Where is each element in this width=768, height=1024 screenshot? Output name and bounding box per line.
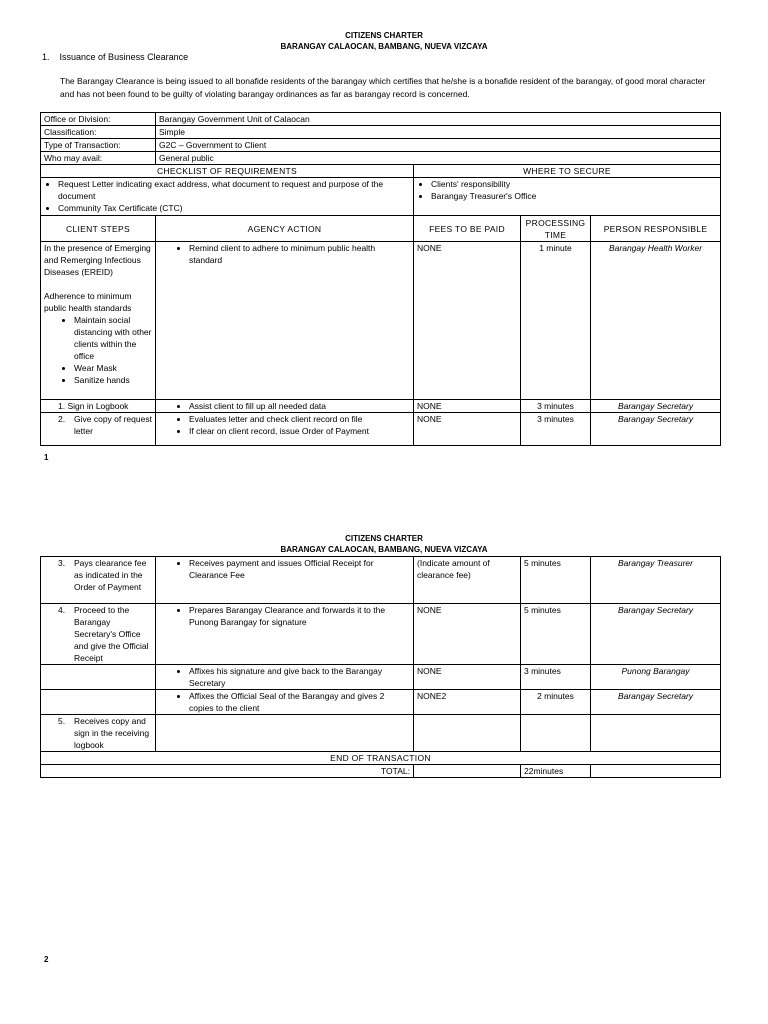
section-heading [42, 52, 188, 62]
page1-title: CITIZENS CHARTER [345, 31, 423, 40]
total-time: 22minutes [521, 765, 591, 778]
total-row [41, 765, 721, 778]
office-value: Barangay Government Unit of Calaocan [156, 113, 721, 126]
person-cell: Barangay Secretary [591, 413, 721, 446]
list-item: • Affixes his signature and give back to the Barangay Secretary [189, 665, 410, 689]
total-fee [414, 765, 521, 778]
client-step-cell [41, 557, 156, 604]
fee-cell: NONE [414, 400, 521, 413]
list-item: • Prepares Barangay Clearance and forwards it to the Punong Barangay for signature [189, 604, 410, 628]
step-number: 4. [58, 605, 66, 615]
table-row [41, 665, 721, 690]
person-cell: Barangay Secretary [591, 604, 721, 665]
health-standards-text: Adherence to minimum public health standards [44, 291, 132, 313]
total-label: TOTAL: [41, 765, 414, 778]
client-step-cell [41, 604, 156, 665]
fee-cell: (Indicate amount of clearance fee) [414, 557, 521, 604]
checklist-header: CHECKLIST OF REQUIREMENTS [41, 165, 414, 178]
end-of-transaction: END OF TRANSACTION [41, 752, 721, 765]
who-label: Who may avail: [41, 152, 156, 165]
list-item: • Sanitize hands [74, 374, 152, 386]
client-step-cell [41, 665, 156, 690]
person-cell: Barangay Secretary [591, 400, 721, 413]
intro-paragraph: The Barangay Clearance is being issued to all bonafide residents of the barangay which certifies that he/she is a bonafide resident of the barangay, of good moral character and has not been found to be guilty of violating barangay ordinances as far as barangay record is concerned. [60, 76, 706, 99]
page-number: 2 [44, 955, 49, 964]
who-value: General public [156, 152, 721, 165]
table-row [41, 242, 721, 400]
step-number: 5. [58, 716, 66, 726]
where-item: • Clients' responsibility [431, 178, 717, 190]
col-processing-time: PROCESSING TIME [521, 216, 591, 242]
step-text: Sign in Logbook [67, 401, 129, 411]
person-cell: Punong Barangay [591, 665, 721, 690]
total-person [591, 765, 721, 778]
agency-action-cell [156, 715, 414, 752]
step-number: 2. [58, 414, 66, 424]
agency-action-cell [156, 400, 414, 413]
list-item: • Affixes the Official Seal of the Barangay and gives 2 copies to the client [189, 690, 410, 714]
time-cell: 2 minutes [521, 690, 591, 715]
fee-cell: NONE [414, 604, 521, 665]
person-cell: Barangay Secretary [591, 690, 721, 715]
info-row-type [41, 139, 721, 152]
time-cell: 5 minutes [521, 557, 591, 604]
info-row-office [41, 113, 721, 126]
list-item: • Wear Mask [74, 362, 152, 374]
charter-table-page2 [40, 556, 721, 778]
step-text: Pays clearance fee as indicated in the Order of Payment [74, 558, 147, 592]
requirement-item: • Community Tax Certificate (CTC) [58, 202, 410, 214]
list-item: • Remind client to adhere to minimum public health standard [189, 242, 410, 266]
list-item: • Receives payment and issues Official Receipt for Clearance Fee [189, 557, 410, 581]
requirement-item: • Request Letter indicating exact address, what document to request and purpose of the document [58, 178, 410, 202]
ereid-text: In the presence of Emerging and Remerging Infectious Diseases (EREID) [44, 243, 151, 277]
page1-subtitle: BARANGAY CALAOCAN, BAMBANG, NUEVA VIZCAYA [280, 42, 488, 51]
classification-value: Simple [156, 126, 721, 139]
time-cell: 5 minutes [521, 604, 591, 665]
time-cell: 1 minute [521, 242, 591, 400]
fee-cell: NONE [414, 413, 521, 446]
table-row [41, 557, 721, 604]
where-list [414, 178, 721, 216]
agency-action-cell [156, 413, 414, 446]
table-row [41, 715, 721, 752]
person-cell: Barangay Health Worker [591, 242, 721, 400]
table-row [41, 400, 721, 413]
agency-action-cell [156, 557, 414, 604]
col-fees: FEES TO BE PAID [414, 216, 521, 242]
page2-title: CITIZENS CHARTER [345, 534, 423, 543]
time-cell: 3 minutes [521, 400, 591, 413]
col-agency-action: AGENCY ACTION [156, 216, 414, 242]
client-step-cell [41, 413, 156, 446]
step-number: 1. [58, 401, 66, 411]
page-number: 1 [44, 453, 49, 462]
office-label: Office or Division: [41, 113, 156, 126]
step-number: 3. [58, 558, 66, 568]
where-header: WHERE TO SECURE [414, 165, 721, 178]
fee-cell: NONE [414, 665, 521, 690]
classification-label: Classification: [41, 126, 156, 139]
agency-action-cell [156, 604, 414, 665]
column-header-row [41, 216, 721, 242]
list-item: • Assist client to fill up all needed data [189, 400, 410, 412]
charter-table-page1 [40, 112, 721, 446]
agency-action-cell [156, 665, 414, 690]
time-cell: 3 minutes [521, 413, 591, 446]
step-text: Proceed to the Barangay Secretary's Office and give the Official Receipt [74, 605, 149, 663]
where-item: • Barangay Treasurer's Office [431, 190, 717, 202]
page2-subtitle: BARANGAY CALAOCAN, BAMBANG, NUEVA VIZCAYA [280, 545, 488, 554]
fee-cell: NONE2 [414, 690, 521, 715]
step-text: Receives copy and sign in the receiving logbook [74, 716, 150, 750]
info-row-who [41, 152, 721, 165]
end-row [41, 752, 721, 765]
section-number: 1. [42, 52, 50, 62]
agency-action-cell [156, 690, 414, 715]
person-cell [591, 715, 721, 752]
client-step-cell [41, 690, 156, 715]
requirements-row [41, 178, 721, 216]
table-row [41, 690, 721, 715]
table-row [41, 604, 721, 665]
section-title: Issuance of Business Clearance [59, 52, 189, 62]
time-cell: 3 minutes [521, 665, 591, 690]
client-step-cell [41, 715, 156, 752]
client-step-cell [41, 242, 156, 400]
requirements-list [41, 178, 414, 216]
list-item: • Maintain social distancing with other clients within the office [74, 314, 152, 362]
client-step-cell [41, 400, 156, 413]
type-value: G2C – Government to Client [156, 139, 721, 152]
info-row-classification [41, 126, 721, 139]
person-cell: Barangay Treasurer [591, 557, 721, 604]
list-item: • Evaluates letter and check client record on file [189, 413, 410, 425]
col-client-steps: CLIENT STEPS [41, 216, 156, 242]
col-person-responsible: PERSON RESPONSIBLE [591, 216, 721, 242]
list-item: • If clear on client record, issue Order of Payment [189, 425, 410, 437]
type-label: Type of Transaction: [41, 139, 156, 152]
table-row [41, 413, 721, 446]
fee-cell [414, 715, 521, 752]
requirements-header-row [41, 165, 721, 178]
time-cell [521, 715, 591, 752]
fee-cell: NONE [414, 242, 521, 400]
step-text: Give copy of request letter [74, 414, 152, 436]
agency-action-cell [156, 242, 414, 400]
